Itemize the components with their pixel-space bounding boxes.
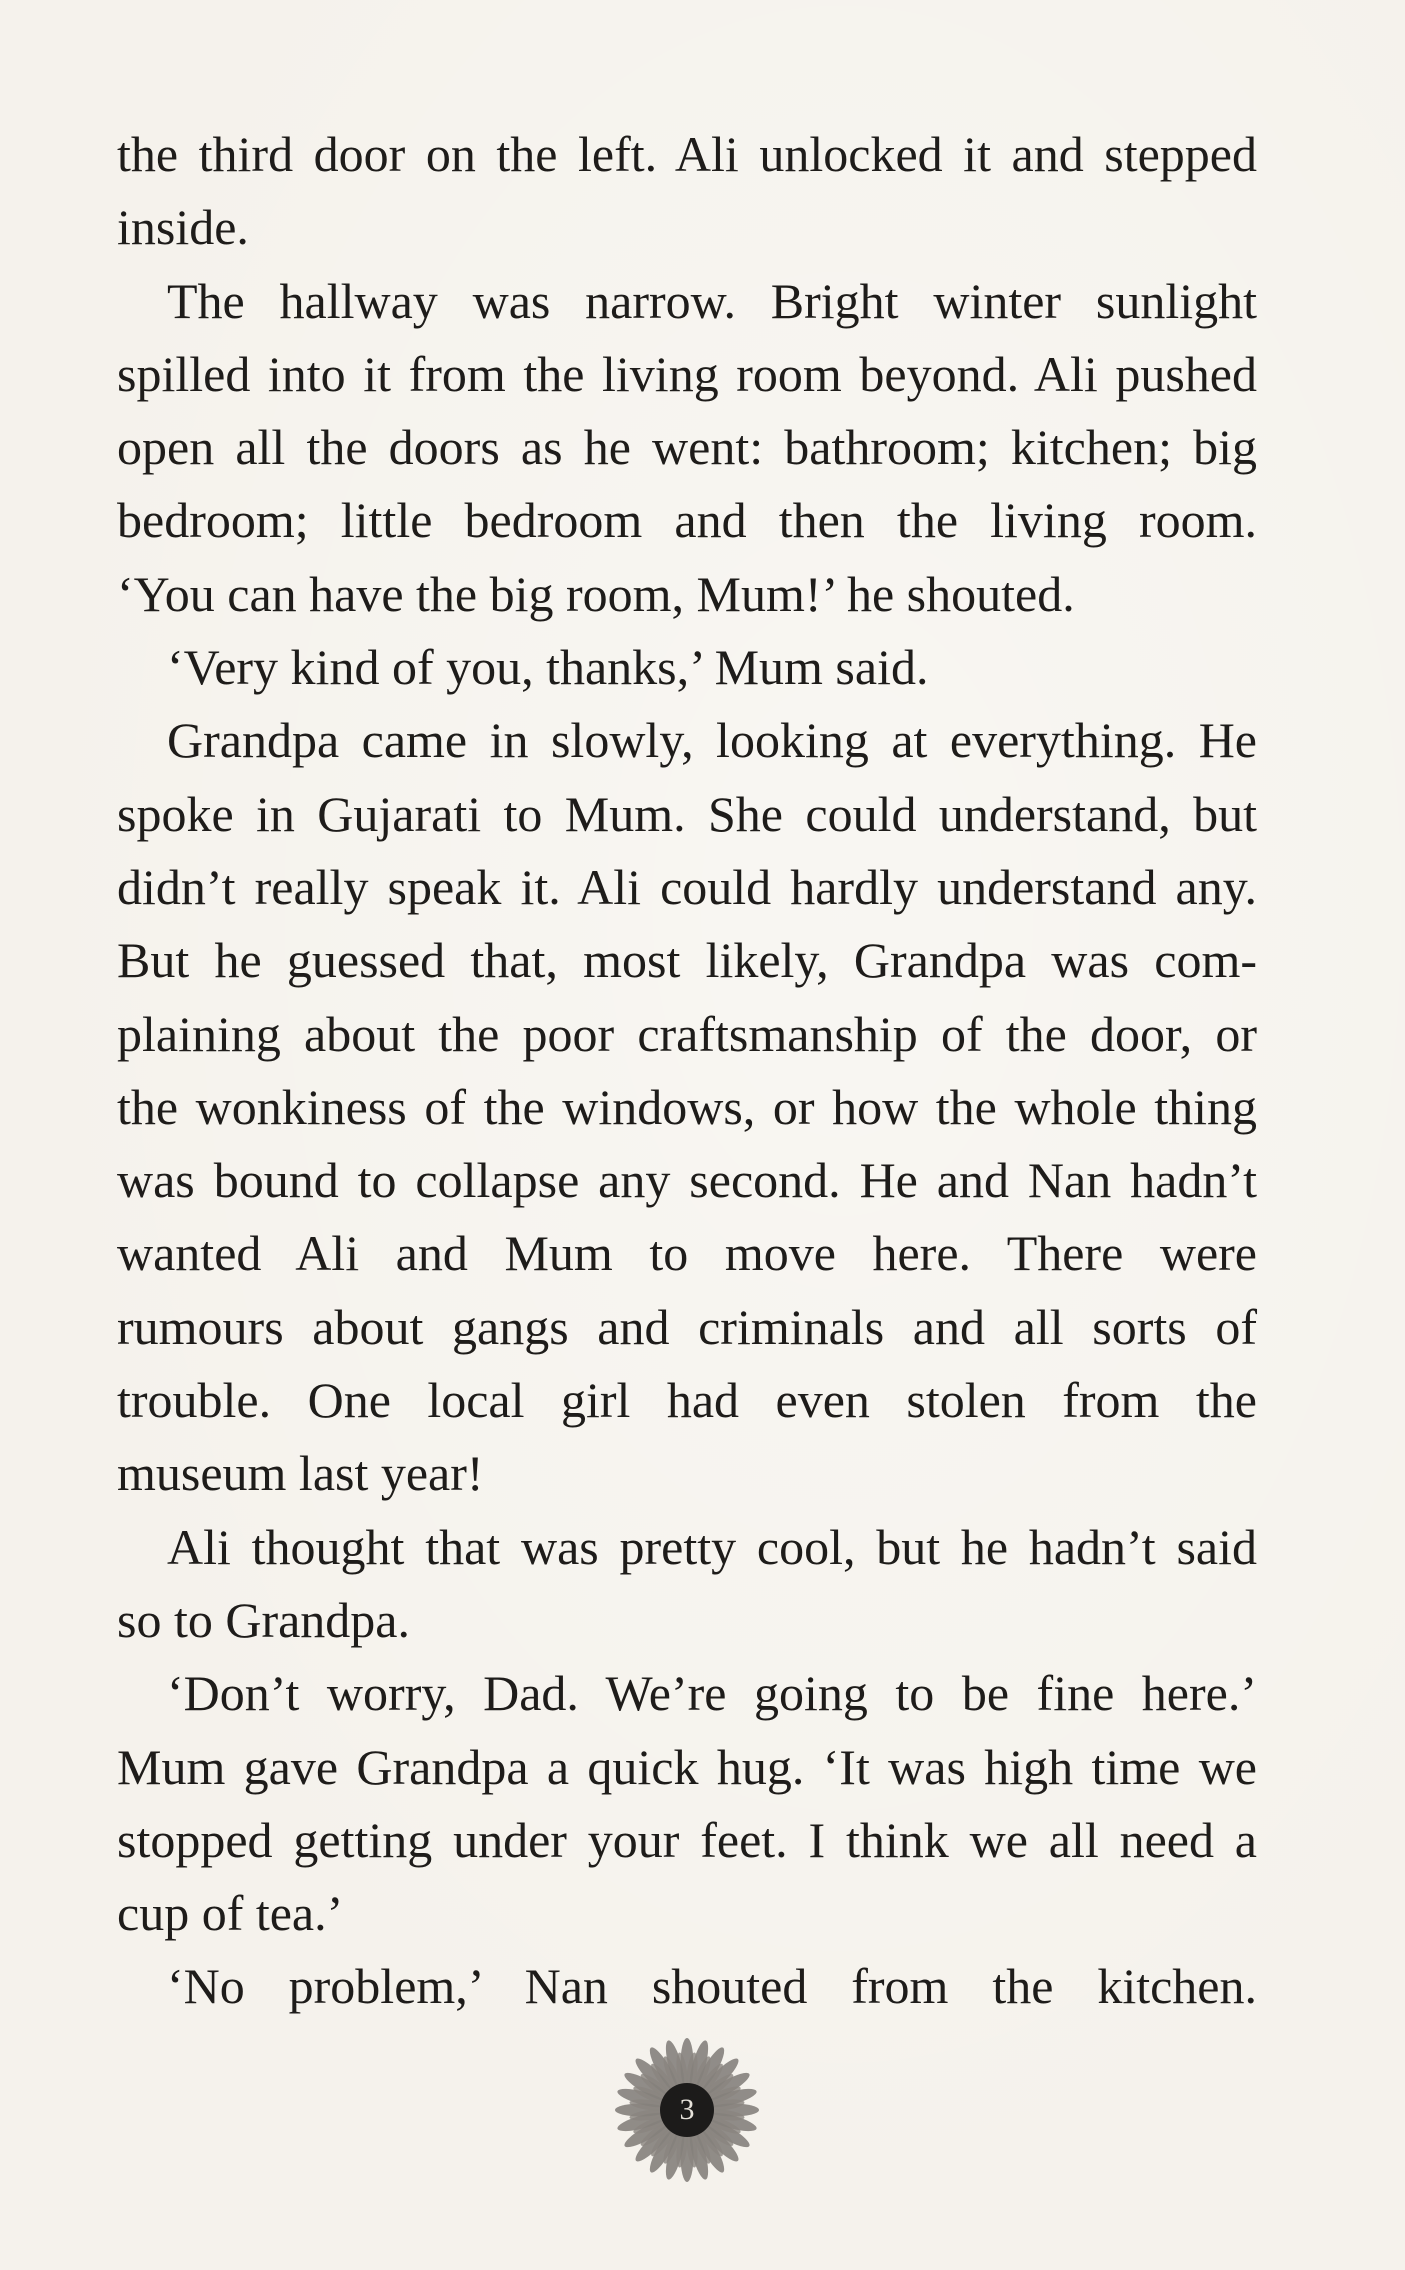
text-line: inside.: [117, 199, 249, 256]
text-line: rumours about gangs and criminals and all sorts of: [117, 1298, 1257, 1355]
text-line: But he guessed that, most likely, Grandpa was com-: [117, 932, 1257, 989]
text-line: so to Grandpa.: [117, 1591, 410, 1648]
text-line: trouble. One local girl had even stolen from the: [117, 1372, 1257, 1429]
text-line: the third door on the left. Ali unlocked it and stepped: [117, 126, 1257, 182]
text-line: Mum gave Grandpa a quick hug. ‘It was high time we: [117, 1738, 1257, 1795]
text-line: was bound to collapse any second. He and Nan hadn’t: [117, 1152, 1257, 1209]
text-line: bedroom; little bedroom and then the living room.: [117, 492, 1257, 549]
text-line: stopped getting under your feet. I think we all need a: [117, 1811, 1257, 1868]
text-line: ‘Very kind of you, thanks,’ Mum said.: [167, 639, 929, 696]
text-line: ‘No problem,’ Nan shouted from the kitchen.: [167, 1958, 1257, 2015]
text-line: the wonkiness of the windows, or how the whole thing: [117, 1078, 1257, 1135]
page-footer: [0, 2035, 1405, 2185]
text-line: plaining about the poor craftsmanship of the door, or: [117, 1005, 1257, 1062]
text-line: Ali thought that was pretty cool, but he hadn’t said: [167, 1518, 1257, 1575]
text-line: spilled into it from the living room beyond. Ali pushed: [117, 345, 1257, 402]
text-line: Grandpa came in slowly, looking at everything. He: [167, 712, 1257, 769]
text-line: wanted Ali and Mum to move here. There were: [117, 1225, 1257, 1282]
text-line: didn’t really speak it. Ali could hardly understand any.: [117, 858, 1257, 915]
text-line: museum last year!: [117, 1445, 484, 1502]
text-line: ‘Don’t worry, Dad. We’re going to be fine here.’: [167, 1665, 1257, 1722]
text-line: The hallway was narrow. Bright winter sunlight: [167, 272, 1257, 329]
page-number: 3: [679, 2093, 695, 2126]
text-line: spoke in Gujarati to Mum. She could understand, but: [117, 785, 1257, 842]
text-line: open all the doors as he went: bathroom; kitchen; big: [117, 419, 1257, 476]
text-line: cup of tea.’: [117, 1885, 344, 1942]
body-text: [117, 118, 1257, 2024]
text-line: ‘You can have the big room, Mum!’ he shouted.: [117, 565, 1075, 622]
